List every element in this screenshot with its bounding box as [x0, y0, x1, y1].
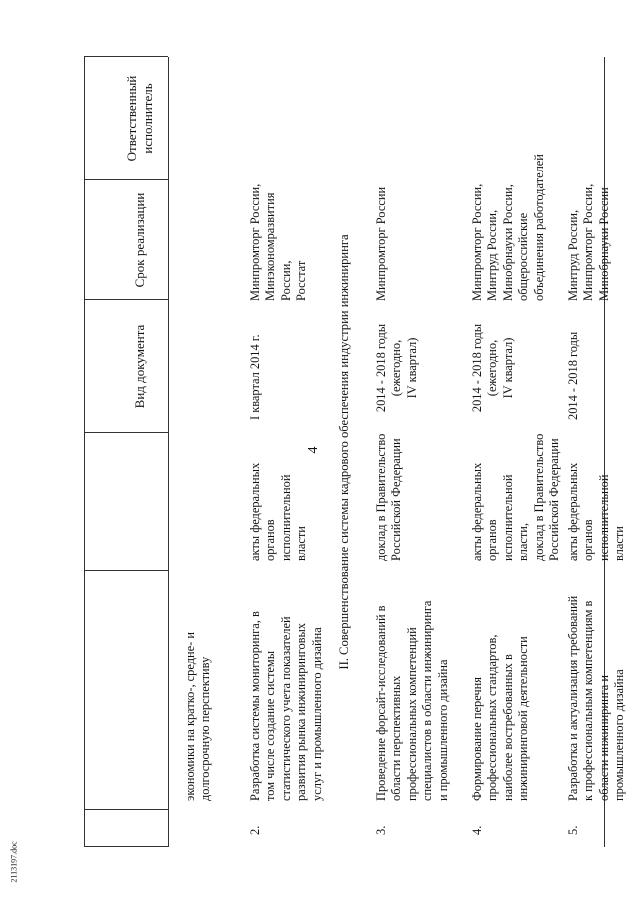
row-4-event: Формирование перечня профессиональных стандартов, наиболее востребованных в инжиниринговой деятельности: [470, 634, 531, 801]
row-4-deadline: 2014 - 2018 годы (ежегодно, IV квартал): [470, 323, 515, 413]
row-4-responsible: Минпромторг России, Минтруд России, Минобрнауки России, общероссийские объединения работодателей: [470, 154, 546, 301]
page-number: 4: [306, 446, 321, 454]
column-rule-number: [84, 809, 168, 810]
row-4-number: 4.: [470, 825, 484, 835]
row-2-event: Разработка системы мониторинга, в том числе создание системы статистического учета показателей развития рынка инжиниринговых услуг и промышленного дизайна: [248, 611, 324, 801]
row-3-doc-type: доклад в Правительство Российской Федерации: [374, 433, 404, 561]
column-rule-left: [84, 846, 168, 847]
row-5-number: 5.: [566, 825, 580, 835]
header-bottom-rule: [168, 57, 169, 847]
table-top-rule: [84, 57, 85, 847]
row-2-doc-type: акты федеральных органов исполнительной власти: [248, 462, 309, 561]
row-4-doc-type: акты федеральных органов исполнительной власти, доклад в Правительство Российской Федерации: [470, 433, 562, 561]
row-5-deadline: 2014 - 2018 годы: [566, 331, 580, 420]
column-rule-deadline: [84, 299, 168, 300]
header-doc-type: Вид документа: [132, 324, 147, 409]
row-5-responsible: Минтруд России, Минпромторг России, Минобрнауки России: [566, 183, 611, 301]
column-rule-event: [84, 570, 168, 571]
rotated-table-sheet: [84, 57, 627, 847]
column-rule-doc-type: [84, 432, 168, 433]
continuation-text: экономики на кратко-, средне- и долгосрочную перспективу: [183, 632, 213, 801]
document-id: 2113197.doc: [9, 841, 19, 883]
row-5-event: Разработка и актуализация требований к профессиональным компетенциям в области инжиниринга и промышленного дизайна: [566, 595, 627, 801]
row-3-deadline: 2014 - 2018 годы (ежегодно, IV квартал): [374, 323, 419, 413]
row-3-responsible: Минпромторг России: [374, 186, 388, 301]
row-2-number: 2.: [248, 825, 262, 835]
row-5-doc-type: акты федеральных органов исполнительной власти: [566, 462, 627, 561]
header-responsible: Ответственный исполнитель: [124, 75, 155, 162]
row-2-deadline: I квартал 2014 г.: [248, 334, 262, 420]
row-3-event: Проведение форсайт-исследований в области перспективных профессиональных компетенций специалистов в области инжиниринга и промышленного дизайна: [374, 600, 450, 801]
measures-table: [84, 57, 627, 847]
header-deadline: Срок реализации: [132, 192, 147, 288]
row-2-responsible: Минпромторг России, Минэкономразвития России, Росстат: [248, 183, 309, 301]
row-3-number: 3.: [374, 825, 388, 835]
section-title: II. Совершенствование системы кадрового обеспечения индустрии инжиниринга: [337, 234, 351, 670]
